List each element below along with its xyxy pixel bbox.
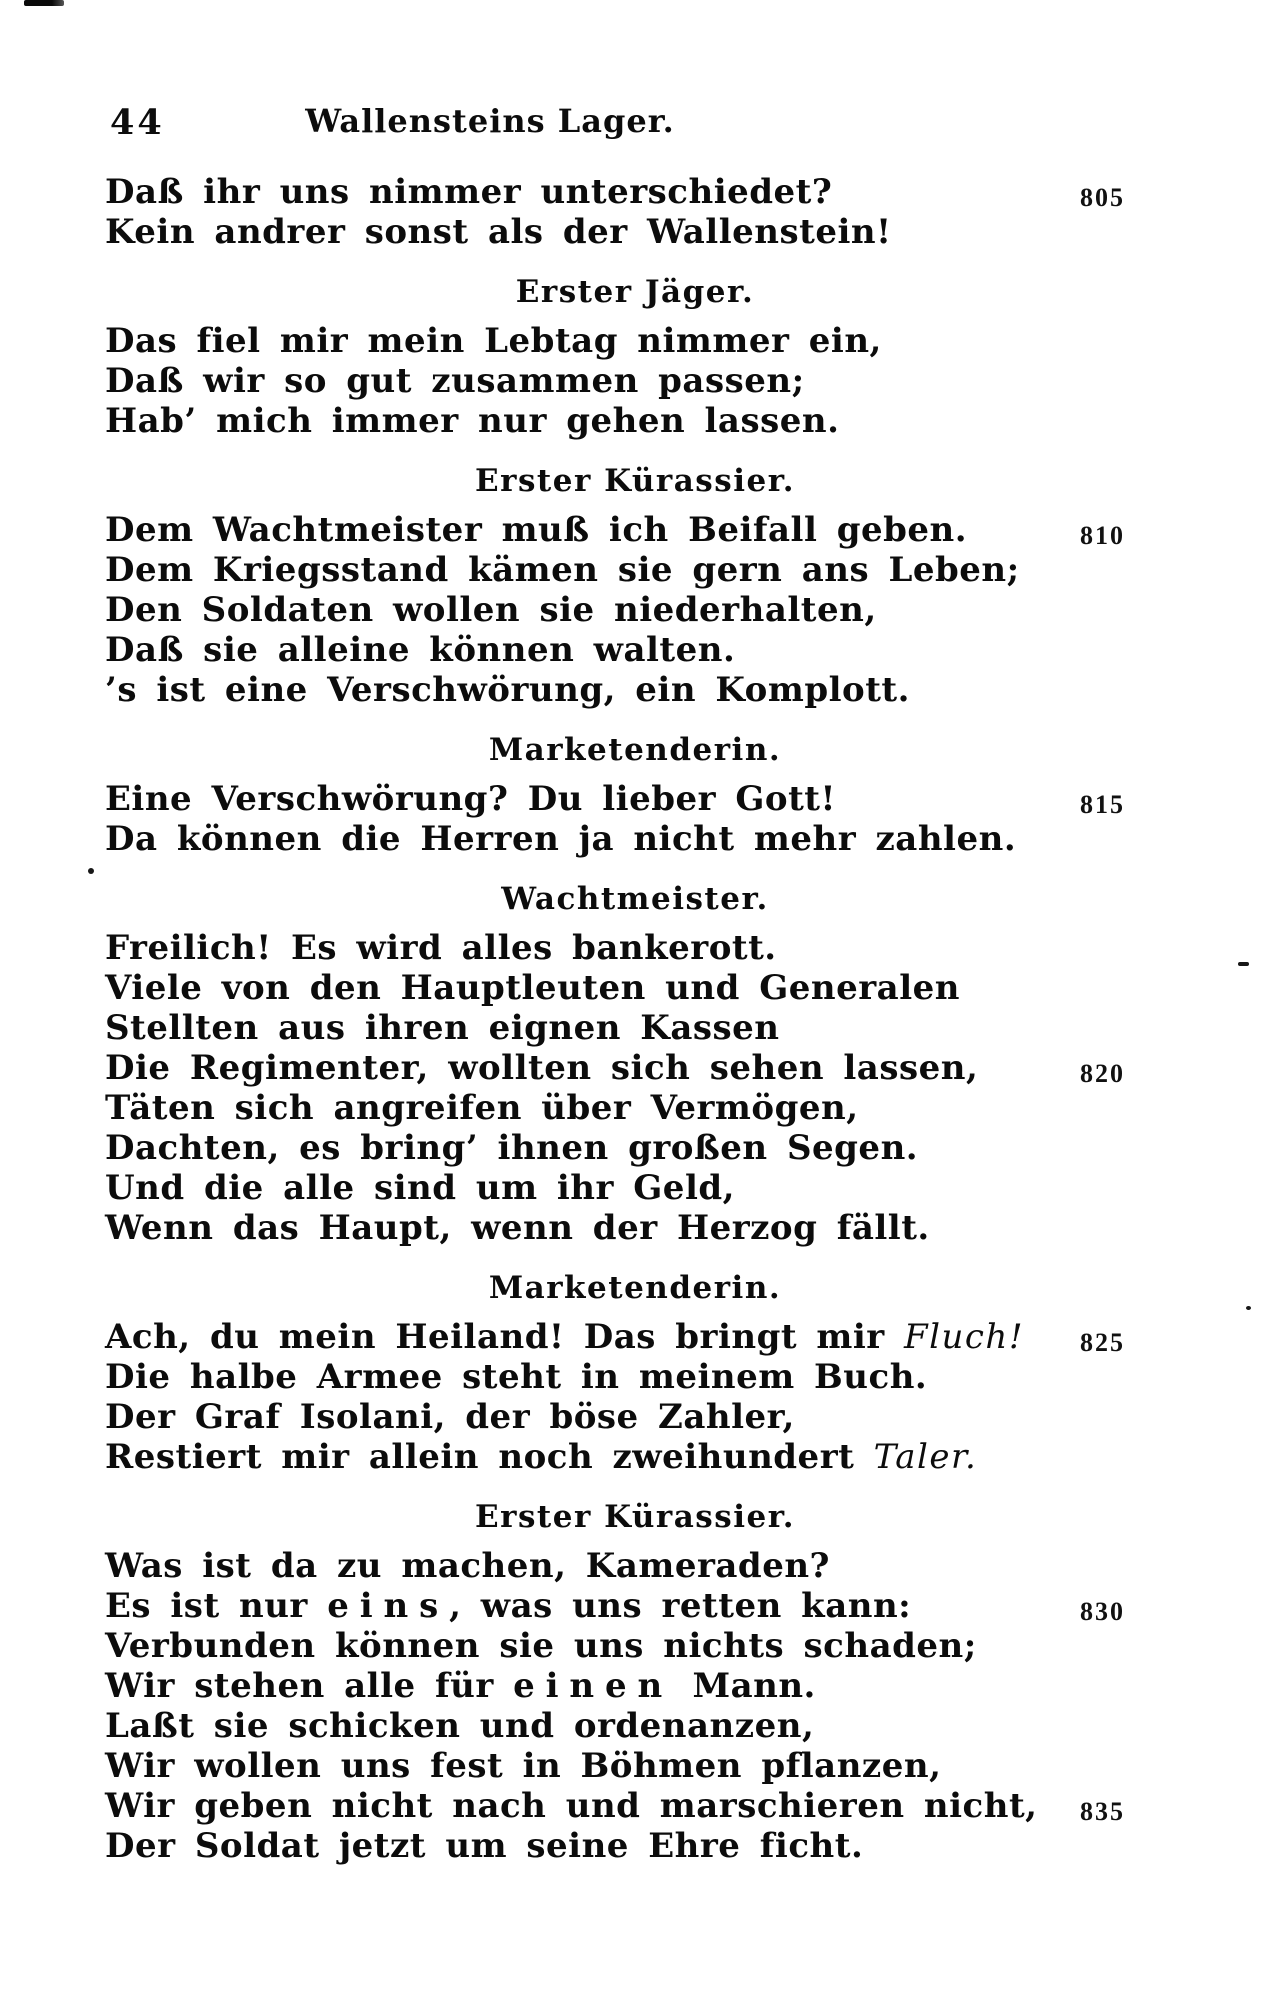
verse-line	[105, 1008, 1165, 1048]
verse-line	[105, 361, 1165, 401]
verse-line	[105, 1397, 1165, 1437]
verse-segment: , was uns retten kann:	[449, 1586, 912, 1626]
verse-line	[105, 1168, 1165, 1208]
verse-segment-spaced: einen	[513, 1666, 674, 1706]
line-number: 815	[1080, 790, 1125, 819]
verse-segment: Eine Verschwörung? Du lieber Gott!	[105, 779, 836, 819]
verse-line	[105, 510, 1165, 550]
verse-segment: Stellten aus ihren eignen Kassen	[105, 1008, 780, 1048]
speaker-heading: Marketenderin.	[488, 732, 782, 768]
verse-segment: Dachten, es bring’ ihnen großen Segen.	[105, 1128, 919, 1168]
verse-segment: Da können die Herren ja nicht mehr zahlen.	[105, 819, 1017, 859]
verse-segment: Dem Wachtmeister muß ich Beifall geben.	[105, 510, 968, 550]
verse-line	[105, 1586, 1165, 1626]
line-number: 820	[1080, 1059, 1125, 1088]
speaker-heading: Erster Jäger.	[515, 274, 755, 310]
verse-line	[105, 670, 1165, 710]
ink-speck	[1238, 962, 1249, 966]
verse-line	[105, 590, 1165, 630]
verse-segment: Und die alle sind um ihr Geld,	[105, 1168, 735, 1208]
verse-segment: Der Graf Isolani, der böse Zahler,	[105, 1397, 795, 1437]
line-number: 825	[1080, 1328, 1125, 1357]
verse-line	[105, 1666, 1165, 1706]
verse-segment: Mann.	[673, 1666, 816, 1706]
scan-artifact-top-left	[24, 0, 64, 6]
ink-speck	[88, 868, 94, 874]
verse-segment: Freilich! Es wird alles bankerott.	[105, 928, 777, 968]
verse-line	[105, 1088, 1165, 1128]
verse-segment-antiqua: Fluch!	[904, 1317, 1024, 1357]
verse-line	[105, 1546, 1165, 1586]
verse-line	[105, 1048, 1165, 1088]
poem-text	[105, 172, 1165, 1866]
verse-segment: Wir geben nicht nach und marschieren nicht,	[105, 1786, 1038, 1826]
verse-line	[105, 1746, 1165, 1786]
verse-line	[105, 928, 1165, 968]
verse-line	[105, 1786, 1165, 1826]
verse-segment: Laßt sie schicken und ordenanzen,	[105, 1706, 815, 1746]
line-number: 810	[1080, 521, 1125, 550]
verse-segment: Hab’ mich immer nur gehen lassen.	[105, 401, 840, 441]
verse-segment: Das fiel mir mein Lebtag nimmer ein,	[105, 321, 882, 361]
verse-line	[105, 321, 1165, 361]
verse-line	[105, 550, 1165, 590]
line-number: 830	[1080, 1597, 1125, 1626]
verse-segment: Daß sie alleine können walten.	[105, 630, 736, 670]
verse-segment: Es ist nur	[105, 1586, 328, 1626]
speaker-heading: Erster Kürassier.	[475, 463, 795, 499]
verse-line	[105, 172, 1165, 212]
verse-segment: Täten sich angreifen über Vermögen,	[105, 1088, 859, 1128]
verse-segment: Der Soldat jetzt um seine Ehre ficht.	[105, 1826, 864, 1866]
verse-line	[105, 1357, 1165, 1397]
verse-segment: Restiert mir allein noch zweihundert	[105, 1437, 874, 1477]
line-number: 835	[1080, 1797, 1125, 1826]
verse-segment: Wir wollen uns fest in Böhmen pflanzen,	[105, 1746, 942, 1786]
speaker-heading: Marketenderin.	[488, 1270, 782, 1306]
verse-segment: Wenn das Haupt, wenn der Herzog fällt.	[105, 1208, 930, 1248]
verse-line	[105, 1317, 1165, 1357]
verse-segment: Kein andrer sonst als der Wallenstein!	[105, 212, 892, 252]
verse-segment: Die halbe Armee steht in meinem Buch.	[105, 1357, 928, 1397]
verse-line	[105, 779, 1165, 819]
verse-line	[105, 1437, 1165, 1477]
verse-segment: Dem Kriegsstand kämen sie gern ans Leben;	[105, 550, 1020, 590]
verse-segment: Daß wir so gut zusammen passen;	[105, 361, 805, 401]
verse-line	[105, 1826, 1165, 1866]
verse-segment: Ach, du mein Heiland! Das bringt mir	[105, 1317, 905, 1357]
verse-segment-antiqua: Taler.	[873, 1437, 978, 1477]
verse-segment: Verbunden können sie uns nichts schaden;	[105, 1626, 977, 1666]
line-number: 805	[1080, 183, 1125, 212]
page-number: 44	[110, 102, 165, 143]
verse-segment-spaced: eins	[327, 1586, 450, 1626]
verse-line	[105, 212, 1165, 252]
verse-segment: Viele von den Hauptleuten und Generalen	[105, 968, 960, 1008]
verse-line	[105, 968, 1165, 1008]
verse-segment: Die Regimenter, wollten sich sehen lassen,	[105, 1048, 979, 1088]
ink-speck	[1246, 1306, 1251, 1310]
verse-segment: Daß ihr uns nimmer unterschiedet?	[105, 172, 833, 212]
speaker-heading: Wachtmeister.	[501, 881, 769, 917]
speaker-heading: Erster Kürassier.	[475, 1499, 795, 1535]
verse-line	[105, 630, 1165, 670]
verse-segment: Was ist da zu machen, Kameraden?	[105, 1546, 830, 1586]
page-header	[0, 98, 1277, 148]
verse-line	[105, 1626, 1165, 1666]
running-title: Wallensteins Lager.	[305, 102, 675, 140]
verse-segment: Den Soldaten wollen sie niederhalten,	[105, 590, 877, 630]
verse-line	[105, 1706, 1165, 1746]
verse-segment: ’s ist eine Verschwörung, ein Komplott.	[105, 670, 910, 710]
verse-line	[105, 1208, 1165, 1248]
verse-segment: Wir stehen alle für	[105, 1666, 514, 1706]
verse-line	[105, 1128, 1165, 1168]
verse-line	[105, 819, 1165, 859]
verse-line	[105, 401, 1165, 441]
